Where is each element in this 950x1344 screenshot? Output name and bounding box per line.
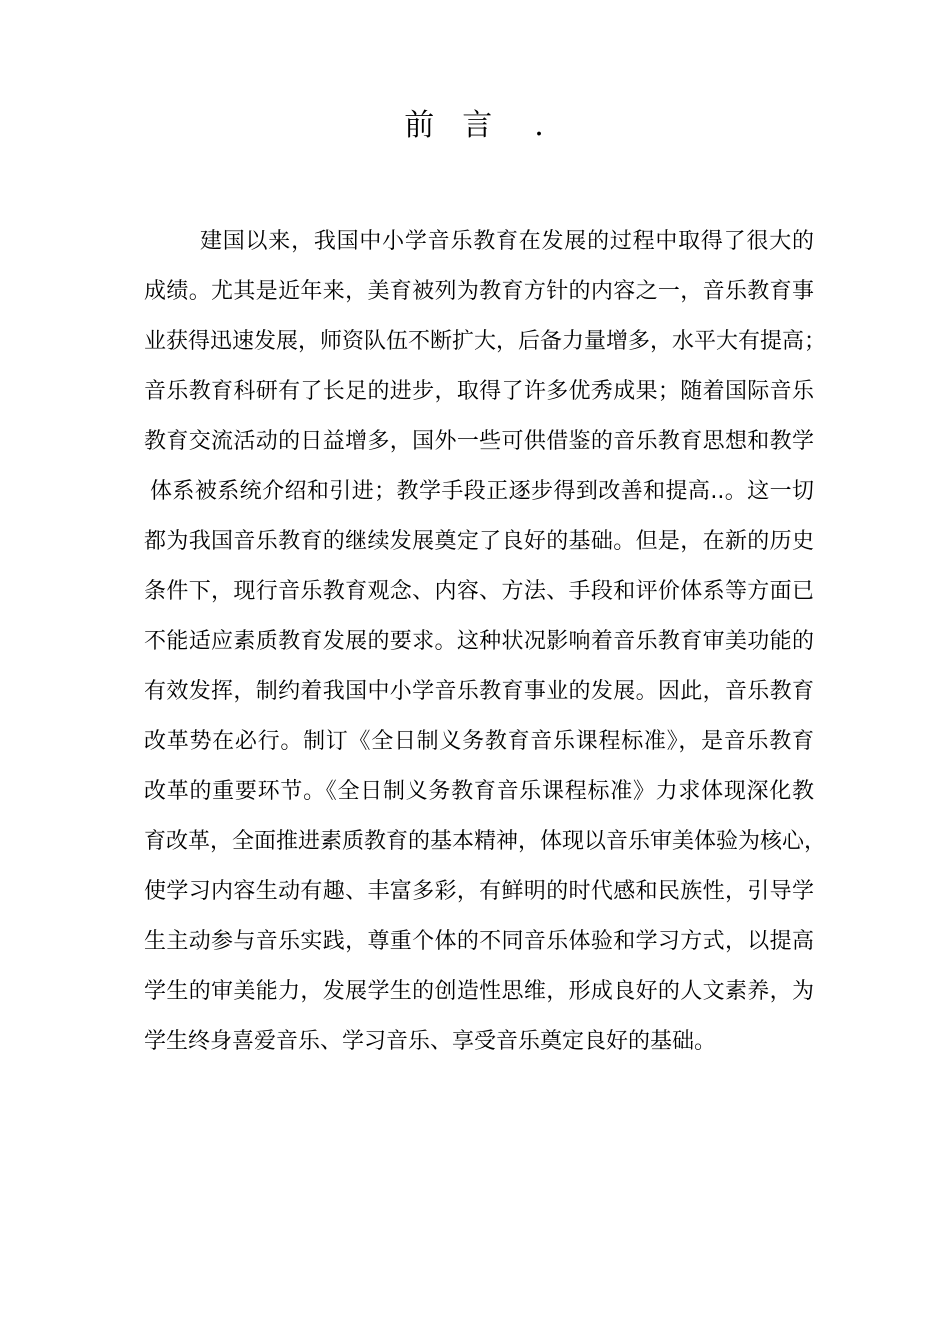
paragraph-line: 成绩。尤其是近年来，美育被列为教育方针的内容之一，音乐教育事 (144, 279, 814, 304)
preface-paragraph (144, 217, 827, 1067)
paragraph-line: 改革的重要环节。《全日制义务教育音乐课程标准》力求体现深化教 (144, 779, 814, 804)
paragraph-line: 不能适应素质教育发展的要求。这种状况影响着音乐教育审美功能的 (144, 629, 814, 654)
title-char-2: 言 (462, 108, 495, 143)
paragraph-line: 条件下，现行音乐教育观念、内容、方法、手段和评价体系等方面已 (144, 579, 814, 604)
paragraph-line: 都为我国音乐教育的继续发展奠定了良好的基础。但是，在新的历史 (144, 529, 814, 554)
paragraph-line: 有效发挥，制约着我国中小学音乐教育事业的发展。因此，音乐教育 (144, 679, 814, 704)
page-title (0, 106, 950, 146)
paragraph-line: 教育交流活动的日益增多，国外一些可供借鉴的音乐教育思想和教学 (144, 429, 814, 454)
paragraph-line: 使学习内容生动有趣、丰富多彩，有鲜明的时代感和民族性，引导学 (144, 879, 814, 904)
title-char-1: 前 (404, 108, 437, 143)
paragraph-line: 业获得迅速发展，师资队伍不断扩大，后备力量增多，水平大有提高； (144, 329, 827, 354)
title-char-3: . (534, 108, 546, 143)
paragraph-line: 学生终身喜爱音乐、学习音乐、享受音乐奠定良好的基础。 (144, 1029, 717, 1054)
paragraph-line: 学生的审美能力，发展学生的创造性思维，形成良好的人文素养，为 (144, 979, 814, 1004)
paragraph-line: 音乐教育科研有了长足的进步，取得了许多优秀成果；随着国际音乐 (144, 379, 814, 404)
paragraph-line: 育改革，全面推进素质教育的基本精神，体现以音乐审美体验为核心， (144, 829, 827, 854)
paragraph-line: 生主动参与音乐实践，尊重个体的不同音乐体验和学习方式，以提高 (144, 929, 814, 954)
paragraph-line: 改革势在必行。制订《全日制义务教育音乐课程标准》，是音乐教育 (144, 729, 814, 754)
paragraph-line: 建国以来，我国中小学音乐教育在发展的过程中取得了很大的 (200, 229, 814, 254)
paragraph-line: 体系被系统介绍和引进；教学手段正逐步得到改善和提高..。这一切 (150, 479, 814, 504)
